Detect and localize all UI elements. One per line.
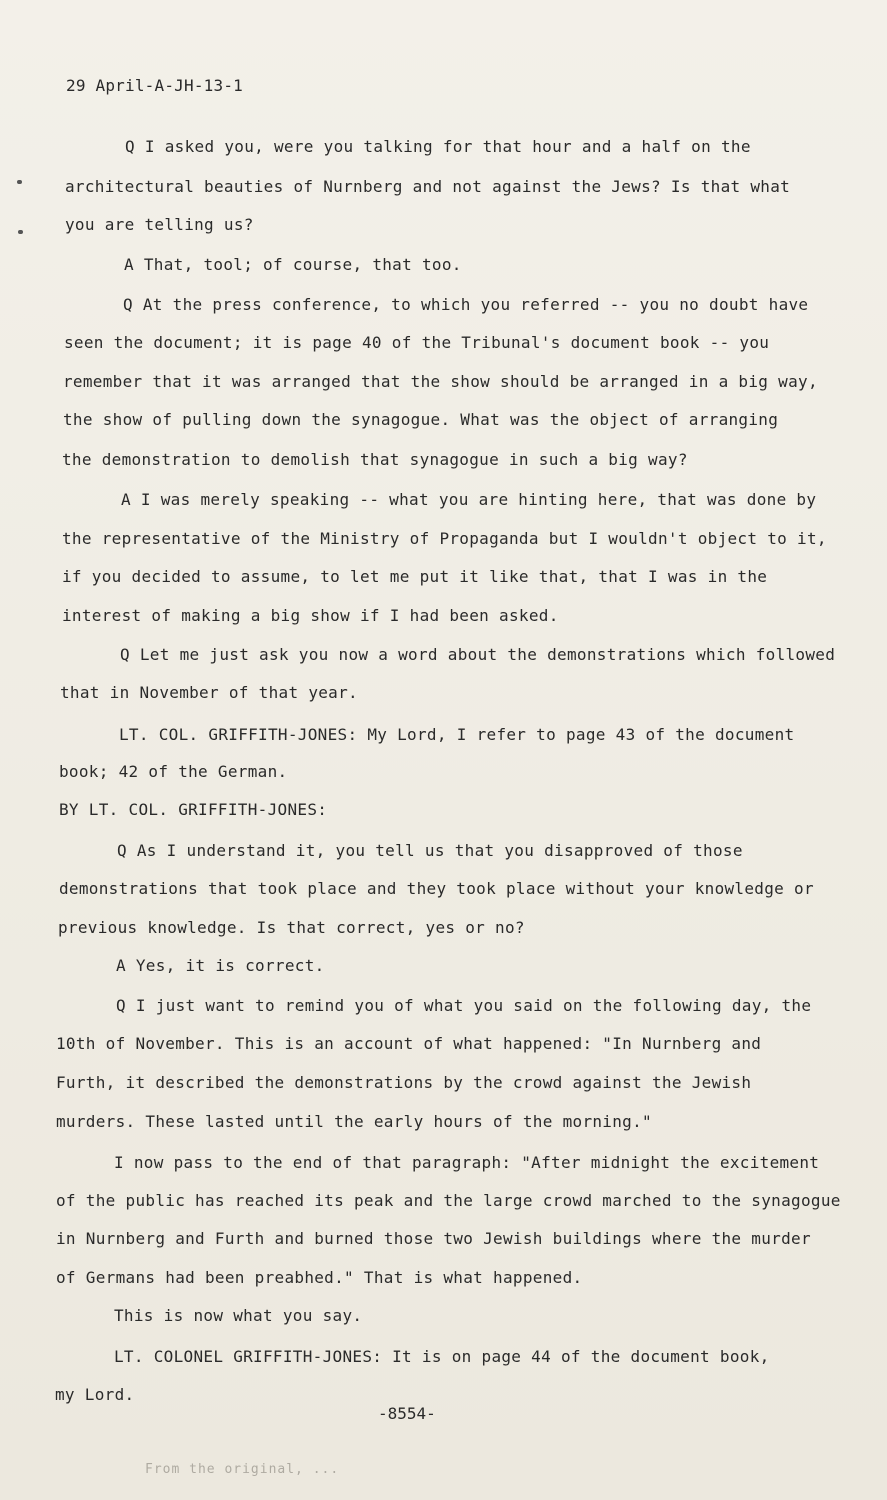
text-line: Q I just want to remind you of what you said on the following day, the — [116, 996, 812, 1015]
text-line: A That, tool; of course, that too. — [124, 255, 462, 274]
text-line: Furth, it described the demonstrations by the crowd against the Jewish — [56, 1073, 752, 1092]
text-line: murders. These lasted until the early hours of the morning." — [56, 1112, 652, 1131]
text-line: the show of pulling down the synagogue. What was the object of arranging — [63, 410, 779, 429]
text-line: you are telling us? — [65, 215, 254, 234]
text-line: A I was merely speaking -- what you are hinting here, that was done by — [121, 490, 817, 509]
text-line: LT. COLONEL GRIFFITH-JONES: It is on page 44 of the document book, — [114, 1347, 770, 1366]
text-line: of Germans had been preabhed." That is what happened. — [56, 1268, 583, 1287]
text-line: previous knowledge. Is that correct, yes or no? — [58, 918, 525, 937]
text-line: 10th of November. This is an account of what happened: "In Nurnberg and — [56, 1034, 762, 1053]
text-line: of the public has reached its peak and the large crowd marched to the synagogue — [56, 1191, 841, 1210]
margin-mark — [18, 230, 23, 234]
text-line: This is now what you say. — [114, 1306, 363, 1325]
text-line: my Lord. — [55, 1385, 135, 1404]
text-line: Q As I understand it, you tell us that you disapproved of those — [117, 841, 743, 860]
text-line: I now pass to the end of that paragraph: "After midnight the excitement — [114, 1153, 820, 1172]
document-header: 29 April-A-JH-13-1 — [66, 76, 243, 95]
text-line: Q Let me just ask you now a word about the demonstrations which followed — [120, 645, 836, 664]
text-line: if you decided to assume, to let me put it like that, that I was in the — [62, 567, 768, 586]
margin-mark — [17, 180, 22, 184]
text-line: in Nurnberg and Furth and burned those two Jewish buildings where the murder — [56, 1229, 811, 1248]
text-line: Q At the press conference, to which you referred -- you no doubt have — [123, 295, 809, 314]
text-line: the representative of the Ministry of Propaganda but I wouldn't object to it, — [62, 529, 827, 548]
text-line: LT. COL. GRIFFITH-JONES: My Lord, I refer to page 43 of the document — [119, 725, 795, 744]
text-line: A Yes, it is correct. — [116, 956, 325, 975]
text-line: remember that it was arranged that the show should be arranged in a big way, — [63, 372, 818, 391]
text-line: architectural beauties of Nurnberg and not against the Jews? Is that what — [65, 177, 791, 196]
text-line: book; 42 of the German. — [59, 762, 288, 781]
text-line: the demonstration to demolish that synagogue in such a big way? — [62, 450, 688, 469]
text-line: interest of making a big show if I had been asked. — [62, 606, 559, 625]
page-number: -8554- — [378, 1404, 436, 1423]
text-line: demonstrations that took place and they took place without your knowledge or — [59, 879, 814, 898]
faded-footer-text: From the original, ... — [145, 1462, 340, 1477]
text-line: that in November of that year. — [60, 683, 358, 702]
text-line: Q I asked you, were you talking for that hour and a half on the — [125, 137, 751, 156]
text-line: seen the document; it is page 40 of the Tribunal's document book -- you — [64, 333, 770, 352]
text-line: BY LT. COL. GRIFFITH-JONES: — [59, 800, 328, 819]
